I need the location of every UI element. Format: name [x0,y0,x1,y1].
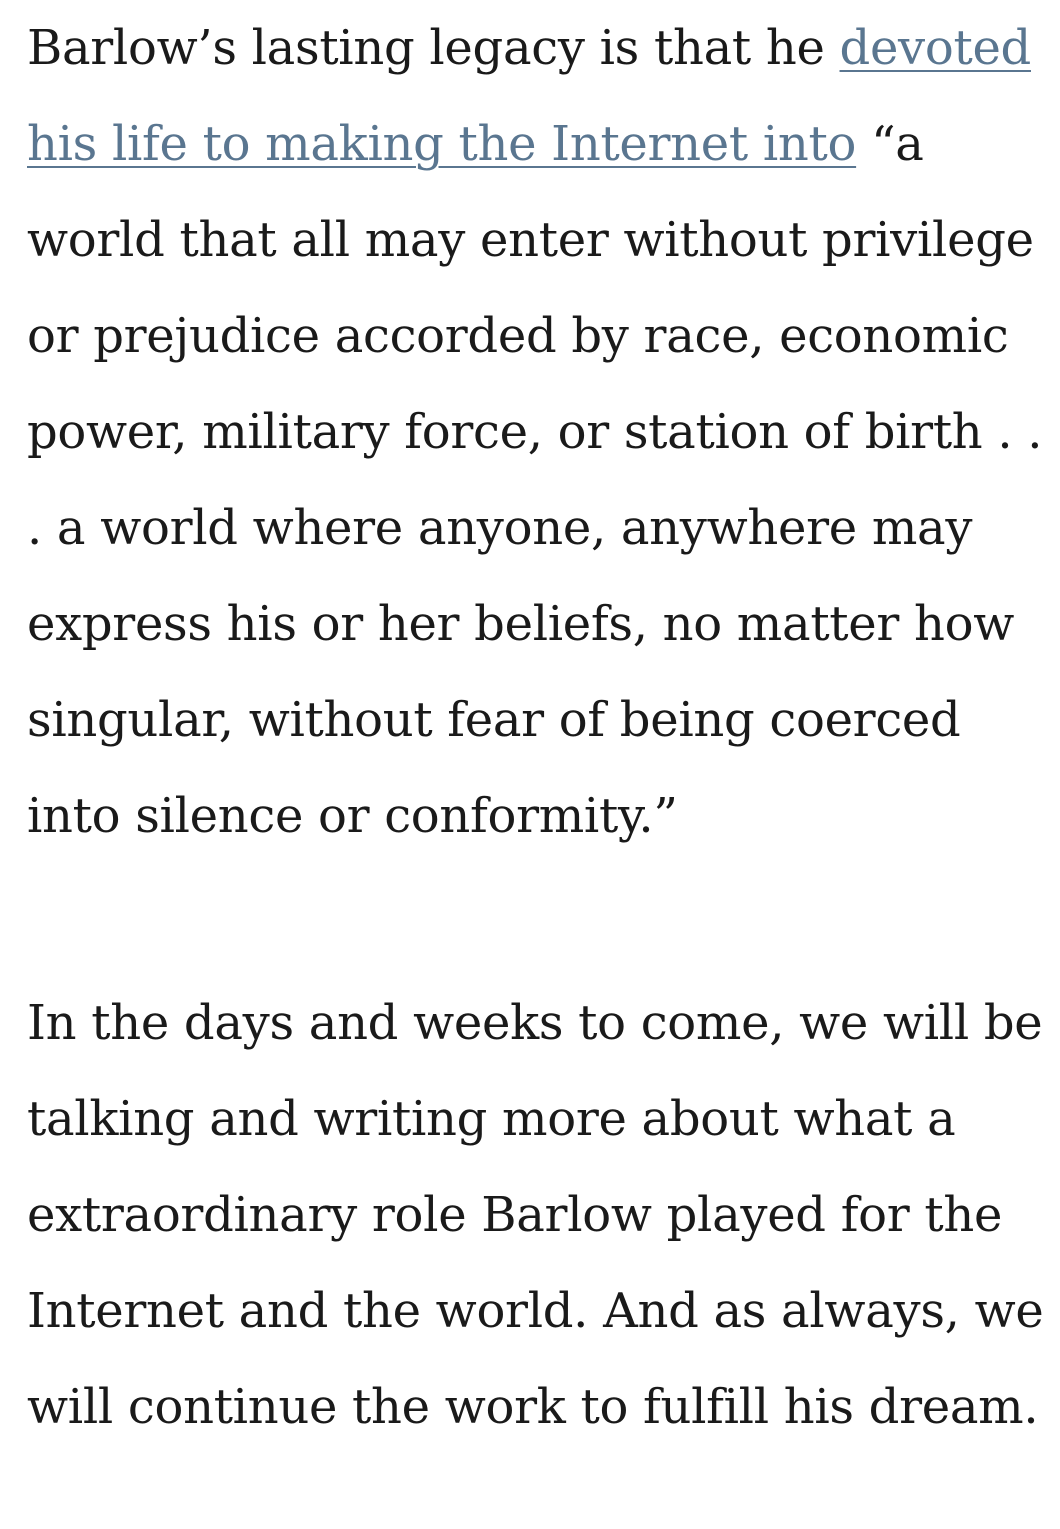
paragraph-closing: In the days and weeks to come, we will be talking and writing more about what a extraordinary role Barlow played for the Internet and the world. And as always, we will continue the work to fulfill his dream. [27,995,1044,1435]
paragraph-legacy [27,0,1047,864]
devoted-life-link[interactable]: devoted his life to making the Internet into [27,20,1031,172]
paragraph-legacy-text-start: Barlow’s lasting legacy is that he [27,20,840,76]
paragraph-legacy-quote: “a world that all may enter without privilege or prejudice accorded by race, economic power, military force, or station of birth . . . a world where anyone, anywhere may express his or her beliefs, no matter how singular, without fear of being coerced into silence or conformity.” [27,116,1043,844]
